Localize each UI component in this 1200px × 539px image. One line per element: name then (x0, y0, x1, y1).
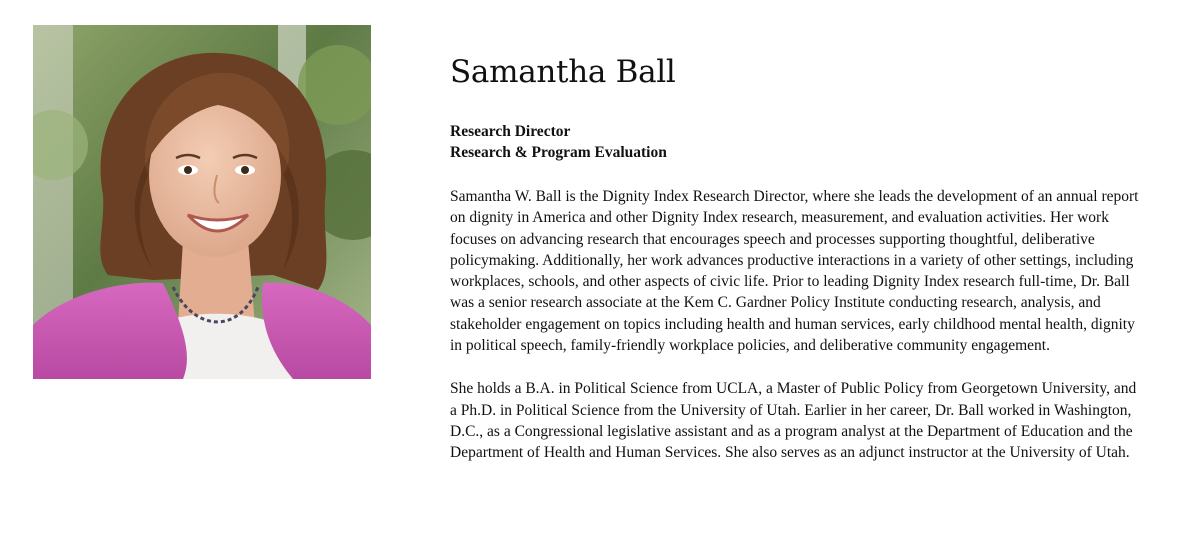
job-titles (450, 121, 1150, 163)
portrait-photo (33, 25, 371, 379)
bio-paragraph-1: Samantha W. Ball is the Dignity Index Research Director, where she leads the development of an annual report on dignity in America and other Dignity Index research, measurement, and evaluation activities. Her work focuses on advancing research that encourages speech and processes supporting thoughtful, deliberative policymaking. Additionally, her work advances productive interactions in a variety of other settings, including workplaces, schools, and other aspects of civic life. Prior to leading Dignity Index research full-time, Dr. Ball was a senior research associate at the Kem C. Gardner Policy Institute conducting research, analysis, and stakeholder engagement on topics including health and human services, early childhood mental health, dignity in political speech, family-friendly workplace policies, and deliberative community engagement. (450, 188, 1139, 355)
profile-photo (33, 25, 371, 379)
department: Research & Program Evaluation (450, 144, 667, 161)
job-title: Research Director (450, 123, 571, 140)
profile-content (450, 52, 1150, 464)
bio-paragraph-2: She holds a B.A. in Political Science from UCLA, a Master of Public Policy from Georgetown University, and a Ph.D. in Political Science from the University of Utah. Earlier in her career, Dr. Ball worked in Washington, D.C., as a Congressional legislative assistant and as a program analyst at the Department of Education and the Department of Health and Human Services. She also serves as an adjunct instructor at the University of Utah. (450, 380, 1137, 462)
person-name: Samantha Ball (450, 54, 676, 90)
